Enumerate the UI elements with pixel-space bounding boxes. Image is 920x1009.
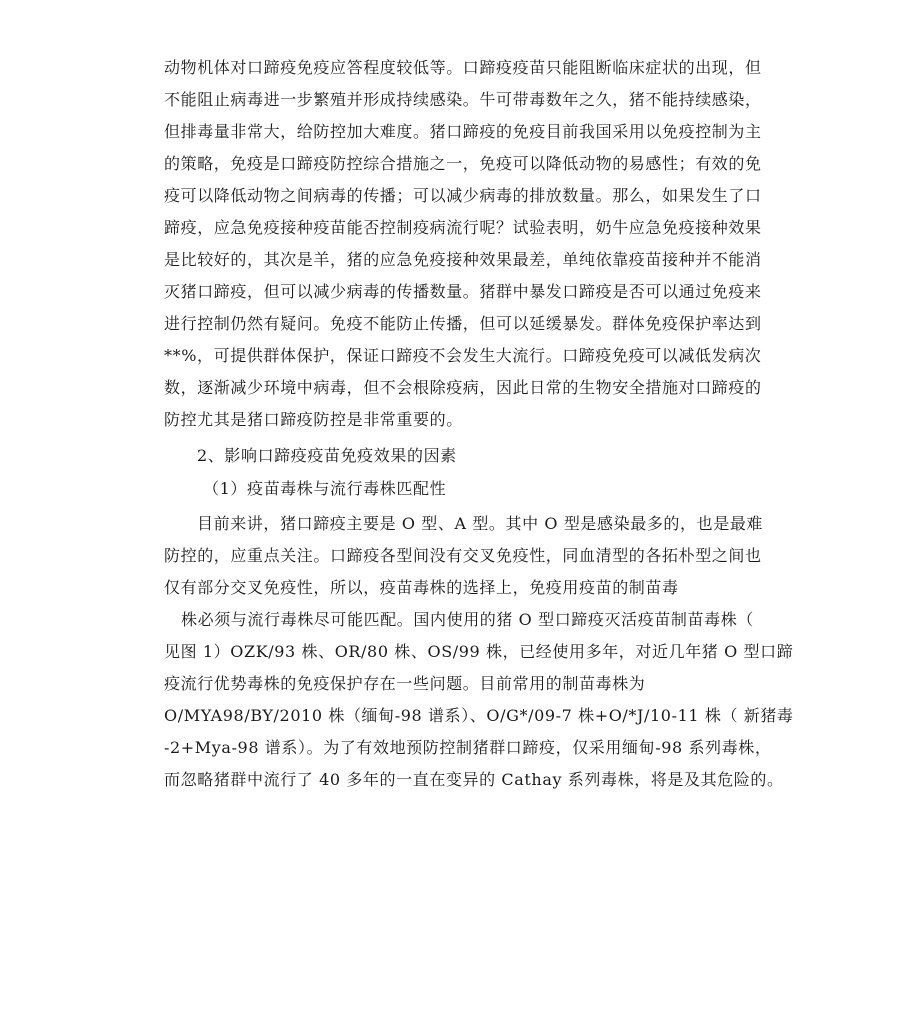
paragraph-line: 蹄疫，应急免疫接种疫苗能否控制疫病流行呢？试验表明，奶牛应急免疫接种效果 — [164, 218, 762, 237]
subsection-heading: （1）疫苗毒株与流行毒株匹配性 — [203, 479, 447, 498]
paragraph-line: 仅有部分交叉免疫性，所以，疫苗毒株的选择上，免疫用疫苗的制苗毒 — [164, 578, 679, 597]
paragraph-line: 的策略，免疫是口蹄疫防控综合措施之一，免疫可以降低动物的易感性；有效的免 — [164, 154, 762, 173]
paragraph-line: 灭猪口蹄疫，但可以减少病毒的传播数量。猪群中暴发口蹄疫是否可以通过免疫来 — [164, 282, 762, 301]
paragraph-line: 动物机体对口蹄疫免疫应答程度较低等。口蹄疫疫苗只能阻断临床症状的出现，但 — [164, 58, 762, 77]
section-heading: 2、影响口蹄疫疫苗免疫效果的因素 — [197, 446, 457, 465]
paragraph-line: 不能阻止病毒进一步繁殖并形成持续感染。牛可带毒数年之久，猪不能持续感染， — [164, 90, 762, 109]
paragraph-line: 数，逐渐减少环境中病毒，但不会根除疫病，因此日常的生物安全措施对口蹄疫的 — [164, 378, 762, 397]
paragraph-line: **%，可提供群体保护，保证口蹄疫不会发生大流行。口蹄疫免疫可以减低发病次 — [164, 346, 762, 365]
paragraph-line: 防控尤其是猪口蹄疫防控是非常重要的。 — [164, 410, 463, 429]
paragraph-line: 疫流行优势毒株的免疫保护存在一些问题。目前常用的制苗毒株为 — [164, 674, 646, 693]
paragraph-line: 株必须与流行毒株尽可能匹配。国内使用的猪 O 型口蹄疫灭活疫苗制苗毒株（ — [181, 610, 754, 629]
paragraph-line: O/MYA98/BY/2010 株（缅甸-98 谱系）、O/G*/09-7 株+O/*J/10-11 株（ 新猪毒 — [164, 706, 794, 725]
paragraph-line: 防控的，应重点关注。口蹄疫各型间没有交叉免疫性，同血清型的各拓朴型之间也 — [164, 546, 762, 565]
paragraph-line: 而忽略猪群中流行了 40 多年的一直在变异的 Cathay 系列毒株，将是及其危险的。 — [164, 770, 784, 789]
paragraph-line: 但排毒量非常大，给防控加大难度。猪口蹄疫的免疫目前我国采用以免疫控制为主 — [164, 122, 762, 141]
paragraph-line: 是比较好的，其次是羊，猪的应急免疫接种效果最差，单纯依靠疫苗接种并不能消 — [164, 250, 762, 269]
paragraph-line: 见图 1）OZK/93 株、OR/80 株、OS/99 株，已经使用多年，对近几年猪 O 型口蹄 — [164, 642, 794, 661]
paragraph-line: -2+Mya-98 谱系）。为了有效地预防控制猪群口蹄疫，仅采用缅甸-98 系列毒株， — [164, 738, 772, 757]
paragraph-line: 目前来讲，猪口蹄疫主要是 O 型、A 型。其中 O 型是感染最多的，也是最难 — [197, 514, 764, 533]
paragraph-line: 疫可以降低动物之间病毒的传播；可以减少病毒的排放数量。那么，如果发生了口 — [164, 186, 762, 205]
paragraph-line: 进行控制仍然有疑问。免疫不能防止传播，但可以延缓暴发。群体免疫保护率达到 — [164, 314, 762, 333]
